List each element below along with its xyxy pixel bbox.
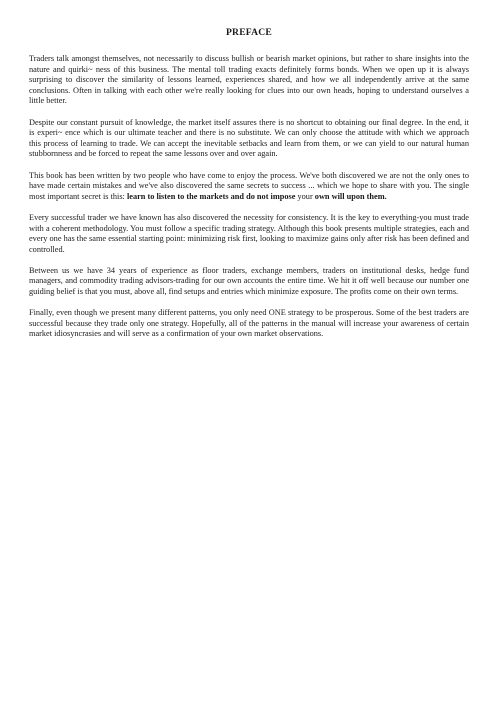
paragraph-5: Between us we have 34 years of experience as floor traders, exchange members, traders on institutional desks, hedge fund managers, and commodity trading advisors-trading for our own accounts the entire time. We hit it off well because our number one guiding belief is that you must, above all, find setups and entries which minimize exposure. The profits come on their own terms.: [29, 265, 469, 297]
paragraph-3-mid: your: [295, 191, 315, 201]
paragraph-3-bold-end: own will upon them.: [314, 191, 387, 201]
paragraph-3-intro: This book has been written by two people who have come to enjoy the process. We've both discovered we are not the only ones to have made certain mistakes and we've also discovered the same secrets to success ... which we hope to share with you. The single most important secret is this:: [29, 170, 469, 201]
paragraph-4: Every successful trader we have known has also discovered the necessity for consistency. It is the key to everything-you must trade with a coherent methodology. You must follow a specific trading strategy. Although this book presents multiple strategies, each and every one has the same essential starting point: minimizing risk first, looking to maximize gains only after risk has been defined and controlled.: [29, 212, 469, 254]
paragraph-1: Traders talk amongst themselves, not necessarily to discuss bullish or bearish market opinions, but rather to share insights into the nature and quirki~ ness of this business. The mental toll trading exacts definitely forms bonds. When we open up it is always surprising to discover the similarity of lessons learned, experiences shared, and how we all independently arrive at the same conclusions. Often in talking with each other we're really looking for clues into our own heads, hoping to understand ourselves a little better.: [29, 54, 469, 106]
paragraph-3: [29, 171, 469, 203]
page-title: PREFACE: [226, 27, 272, 38]
paragraph-3-bold-secret: learn to listen to the markets and do not impose: [126, 191, 296, 201]
paragraph-6: Finally, even though we present many different patterns, you only need ONE strategy to be prosperous. Some of the best traders are successful because they trade only one strategy. Hopefully, all of the patterns in the manual will increase your awareness of certain market idiosyncrasies and will serve as a confirmation of your own market observations.: [29, 308, 469, 339]
document-page: [29, 27, 469, 351]
paragraph-2: Despite our constant pursuit of knowledge, the market itself assures there is no shortcut to obtaining our final degree. In the end, it is experi~ ence which is our ultimate teacher and there is no substitute. We can only choose the attitude with which we approach this process of learning to trade. We can accept the inevitable setbacks and learn from them, or we can yield to our natural human stubbornness and be forced to repeat the same lessons over and over again.: [29, 117, 469, 159]
